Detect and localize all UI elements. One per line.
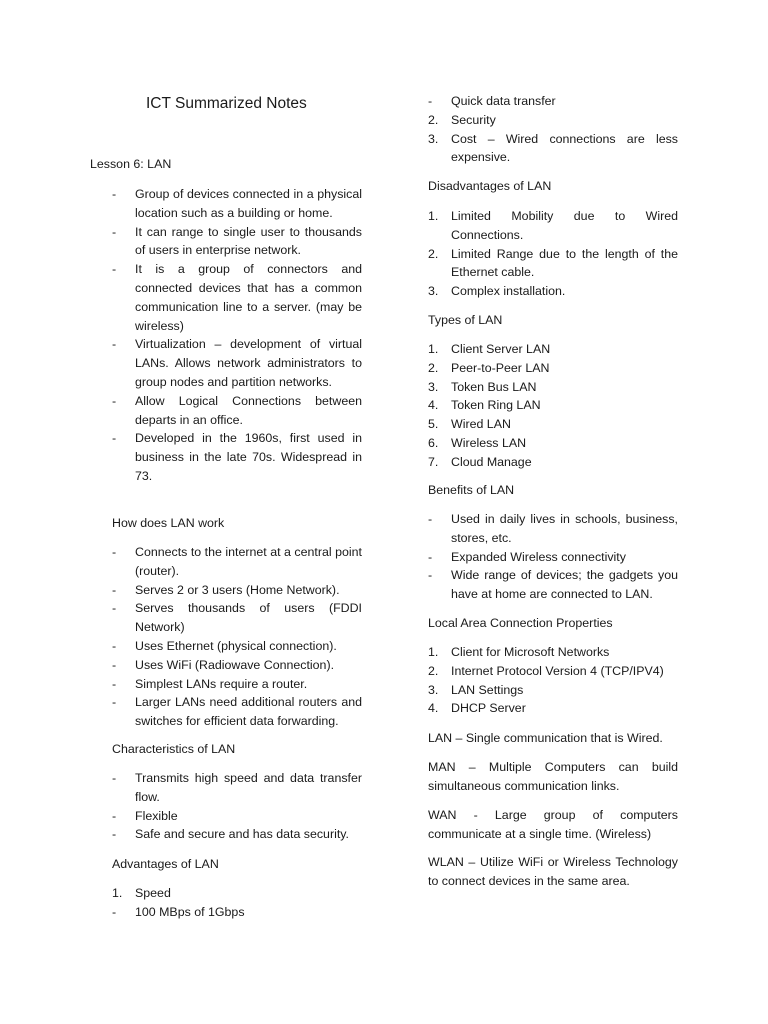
list-item: - Developed in the 1960s, first used in business in the late 70s. Widespread in 73. [112,431,362,483]
advantages-heading: Advantages of LAN [112,857,219,871]
disadvantages-list [428,207,678,301]
list-item: - Safe and secure and has data security. [112,827,349,842]
wan-definition: WAN - Large group of computers communicate at a single time. (Wireless) [428,808,678,841]
list-item: 6. Wireless LAN [428,435,527,450]
list-item: - Flexible [112,808,178,823]
list-item: - Wide range of devices; the gadgets you have at home are connected to LAN. [428,568,678,602]
list-item: - Uses WiFi (Radiowave Connection). [112,657,335,672]
advantages-continued-list [428,92,678,167]
wlan-definition: WLAN – Utilize WiFi or Wireless Technology to connect devices in the same area. [428,855,678,888]
list-item: - Connects to the internet at a central point (router). [112,545,362,578]
list-item: 1. Client Server LAN [428,342,551,356]
local-area-connection-list [428,643,678,718]
list-item: 7. Cloud Manage [428,454,532,469]
lan-definition: LAN – Single communication that is Wired. [428,731,663,745]
list-item: - Uses Ethernet (physical connection). [112,638,337,653]
how-lan-works-list [112,543,362,731]
list-item: 4. DHCP Server [428,701,526,716]
lesson-heading: Lesson 6: LAN [90,157,172,171]
list-item: 2. Internet Protocol Version 4 (TCP/IPV4) [428,663,664,678]
list-item: 2. Limited Range due to the length of the Ethernet cable. [428,246,678,280]
list-item: 5. Wired LAN [428,417,511,432]
list-item: - Expanded Wireless connectivity [428,549,626,564]
types-list [428,340,678,472]
list-item: - 100 MBps of 1Gbps [112,904,245,919]
advantages-list [112,884,362,922]
disadvantages-heading: Disadvantages of LAN [428,179,552,193]
list-item: - Larger LANs need additional routers and switches for efficient data forwarding. [112,695,362,729]
list-item: 3. Complex installation. [428,284,566,299]
list-item: - It can range to single user to thousands of users in enterprise network. [112,224,362,258]
intro-list [112,185,362,486]
list-item: - Serves thousands of users (FDDI Network) [112,601,362,635]
list-item: 3. LAN Settings [428,682,524,697]
local-area-connection-heading: Local Area Connection Properties [428,616,613,630]
how-lan-works-heading: How does LAN work [112,516,225,530]
list-item: - Group of devices connected in a physical location such as a building or home. [112,187,362,220]
list-item: 2. Peer-to-Peer LAN [428,360,550,375]
benefits-heading: Benefits of LAN [428,483,515,497]
list-item: - Virtualization – development of virtual LANs. Allows network administrators to group nodes and partition networks. [112,337,362,389]
list-item: - Transmits high speed and data transfer flow. [112,771,362,804]
types-heading: Types of LAN [428,313,503,327]
list-item: - Allow Logical Connections between departs in an office. [112,393,362,427]
characteristics-heading: Characteristics of LAN [112,742,236,756]
list-item: 3. Token Bus LAN [428,379,537,394]
characteristics-list [112,769,362,844]
list-item: - It is a group of connectors and connected devices that has a common communication line to a server. (may be wireless) [112,262,362,333]
list-item: 1. Speed [112,886,171,900]
list-item: 3. Cost – Wired connections are less expensive. [428,131,678,165]
page-title: ICT Summarized Notes [146,95,307,112]
list-item: - Quick data transfer [428,94,556,108]
list-item: - Simplest LANs require a router. [112,676,308,691]
man-definition: MAN – Multiple Computers can build simultaneous communication links. [428,760,678,793]
list-item: 4. Token Ring LAN [428,398,541,413]
list-item: 1. Limited Mobility due to Wired Connections. [428,209,678,242]
list-item: - Used in daily lives in schools, business, stores, etc. [428,512,678,545]
list-item: 2. Security [428,112,496,127]
benefits-list [428,510,678,604]
list-item: 1. Client for Microsoft Networks [428,645,610,659]
list-item: - Serves 2 or 3 users (Home Network). [112,582,340,597]
